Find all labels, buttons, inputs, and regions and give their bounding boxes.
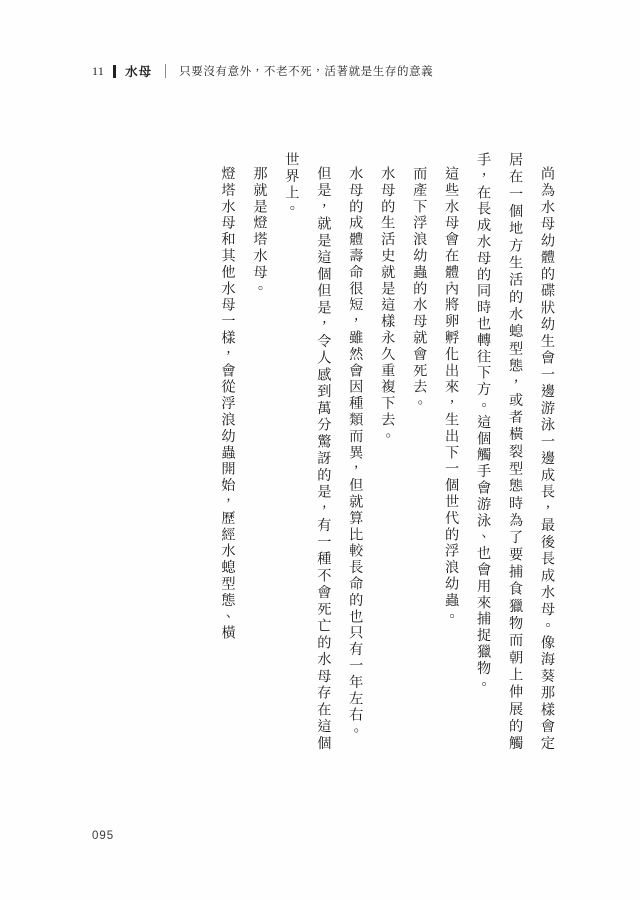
running-head-subtitle: 只要沒有意外，不老不死，活著就是生存的意義 — [179, 66, 434, 78]
rule-thin-divider — [165, 64, 166, 78]
paragraph: 燈塔水母和其他水母一樣，會從浮浪幼蟲開始，歷經水螅型態、橫 — [219, 166, 236, 642]
body-text-block — [92, 152, 562, 752]
page-folio: 095 — [92, 830, 115, 842]
paragraph: 水母的成體壽命很短，雖然會因種類而異，但就算比較長命的也只有一年左右。 — [347, 166, 364, 741]
running-head-folio: 11 — [92, 63, 105, 78]
running-head — [92, 62, 433, 80]
paragraph: 而產下浮浪幼蟲的水母就會死去。 — [411, 166, 428, 413]
paragraph: 那就是燈塔水母。 — [251, 166, 268, 298]
paragraph: 但是，就是這個但是，令人感到萬分驚訝的是，有一種不會死亡的水母存在這個世界上。 — [283, 152, 332, 752]
paragraph: 水母的生活史就是這樣永久重複下去。 — [379, 166, 396, 445]
paragraph: 尚為水母幼體的碟狀幼生會一邊游泳一邊成長，最後長成水母。像海葵那樣會定居在一個地方生活的水螅型態，或者橫裂型態時為了要捕食獵物而朝上伸展的觸手，在長成水母的同時也轉往下方。這個觸手會游泳、也會用來捕捉獵物。 — [475, 152, 555, 752]
running-head-chapter: 水母 — [125, 65, 153, 79]
rule-thick-divider — [113, 65, 116, 78]
paragraph: 這些水母會在體內將卵孵化出來，生出下一個世代的浮浪幼蟲。 — [443, 166, 460, 626]
